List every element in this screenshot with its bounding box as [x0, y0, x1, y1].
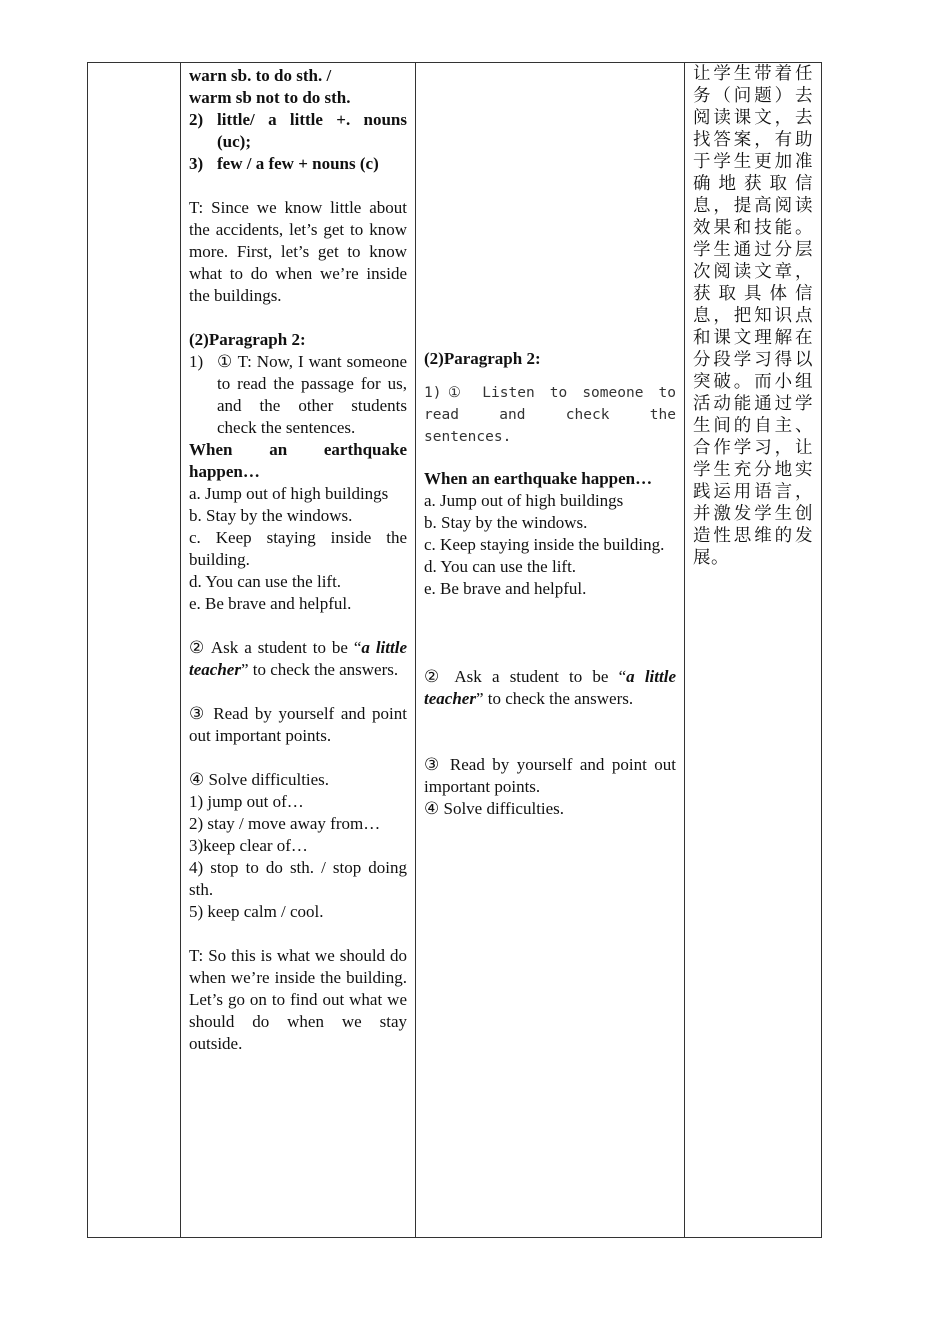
option-line: e. Be brave and helpful.: [189, 594, 352, 613]
grammar-line: warm sb not to do sth.: [189, 88, 351, 107]
paragraph-heading: (2)Paragraph 2:: [424, 349, 541, 368]
step-two-text: ② Ask a student to be “: [424, 667, 627, 686]
step-two: [189, 637, 407, 681]
step-three: ③ Read by yourself and point out important points.: [424, 755, 676, 796]
option-line: a. Jump out of high buildings: [189, 484, 389, 503]
step-two-emphasis: a little teacher: [424, 667, 676, 708]
teacher-activity-cell: [181, 63, 416, 1238]
item-text: little/ a little +. nouns (uc);: [217, 110, 407, 151]
question-heading: When an earthquake happen…: [424, 469, 653, 488]
grammar-item: [189, 109, 407, 153]
design-intent-cell: [685, 63, 822, 1238]
step-item: [189, 351, 407, 439]
step-two-text: ” to check the answers.: [475, 689, 634, 708]
option-line: b. Stay by the windows.: [424, 513, 588, 532]
option-line: d. You can use the lift.: [189, 572, 342, 591]
step-four: ④ Solve difficulties.: [189, 770, 330, 789]
teacher-talk: T: So this is what we should do when we’re inside the building. Let’s go on to find out what we should do when we stay outside.: [189, 946, 407, 1053]
step-two-text: ” to check the answers.: [240, 660, 399, 679]
table-row: [88, 63, 822, 1238]
phrase-line: 2) stay / move away from…: [189, 814, 381, 833]
question-heading: When an earthquake happen…: [189, 440, 407, 481]
option-line: a. Jump out of high buildings: [424, 491, 624, 510]
step-four: ④ Solve difficulties.: [424, 799, 565, 818]
stage-column-cell: [88, 63, 181, 1238]
step-two-emphasis: a little teacher: [189, 638, 407, 679]
step-two-text: ② Ask a student to be “: [189, 638, 362, 657]
item-text: few / a few + nouns (c): [217, 154, 379, 173]
step-three: ③ Read by yourself and point out important points.: [189, 704, 407, 745]
grammar-item: [189, 153, 407, 175]
teacher-talk: T: Since we know little about the accidents, let’s get to know more. First, let’s get to know what to do when we’re inside the buildings.: [189, 198, 407, 305]
step-number: 1): [189, 352, 204, 371]
option-line: d. You can use the lift.: [424, 557, 577, 576]
grammar-line: warn sb. to do sth. /: [189, 66, 332, 85]
paragraph-heading: (2)Paragraph 2:: [189, 330, 306, 349]
design-intent-note: 让学生带着任务（问题）去阅读课文，去找答案，有助于学生更加准确 地 获 取 信息，提高阅读效果和技能。学生通过分层次阅读文章，获 取 具 体 信息，把知识点和课文理解在分段学习得以突破。而小组活动能通过学生间的自主、合作学习，让学生充分地实践运用语言，并激发学生创造性思维的发展。: [693, 64, 813, 568]
step-text: ① T: Now, I want someone to read the passage for us, and the other students check the sentences.: [217, 352, 407, 437]
student-activity-cell: [416, 63, 685, 1238]
option-line: c. Keep staying inside the building.: [189, 528, 407, 569]
item-number: 3): [189, 154, 204, 173]
phrase-line: 5) keep calm / cool.: [189, 902, 324, 921]
phrase-line: 3)keep clear of…: [189, 836, 308, 855]
lesson-plan-table: [87, 62, 822, 1238]
option-line: b. Stay by the windows.: [189, 506, 353, 525]
item-number: 2): [189, 110, 204, 129]
option-line: c. Keep staying inside the building.: [424, 535, 665, 554]
phrase-line: 1) jump out of…: [189, 792, 304, 811]
step-two: [424, 666, 676, 710]
phrase-line: 4) stop to do sth. / stop doing sth.: [189, 858, 407, 899]
option-line: e. Be brave and helpful.: [424, 579, 587, 598]
step-one: 1)① Listen to someone to read and check the sentences.: [424, 385, 676, 445]
